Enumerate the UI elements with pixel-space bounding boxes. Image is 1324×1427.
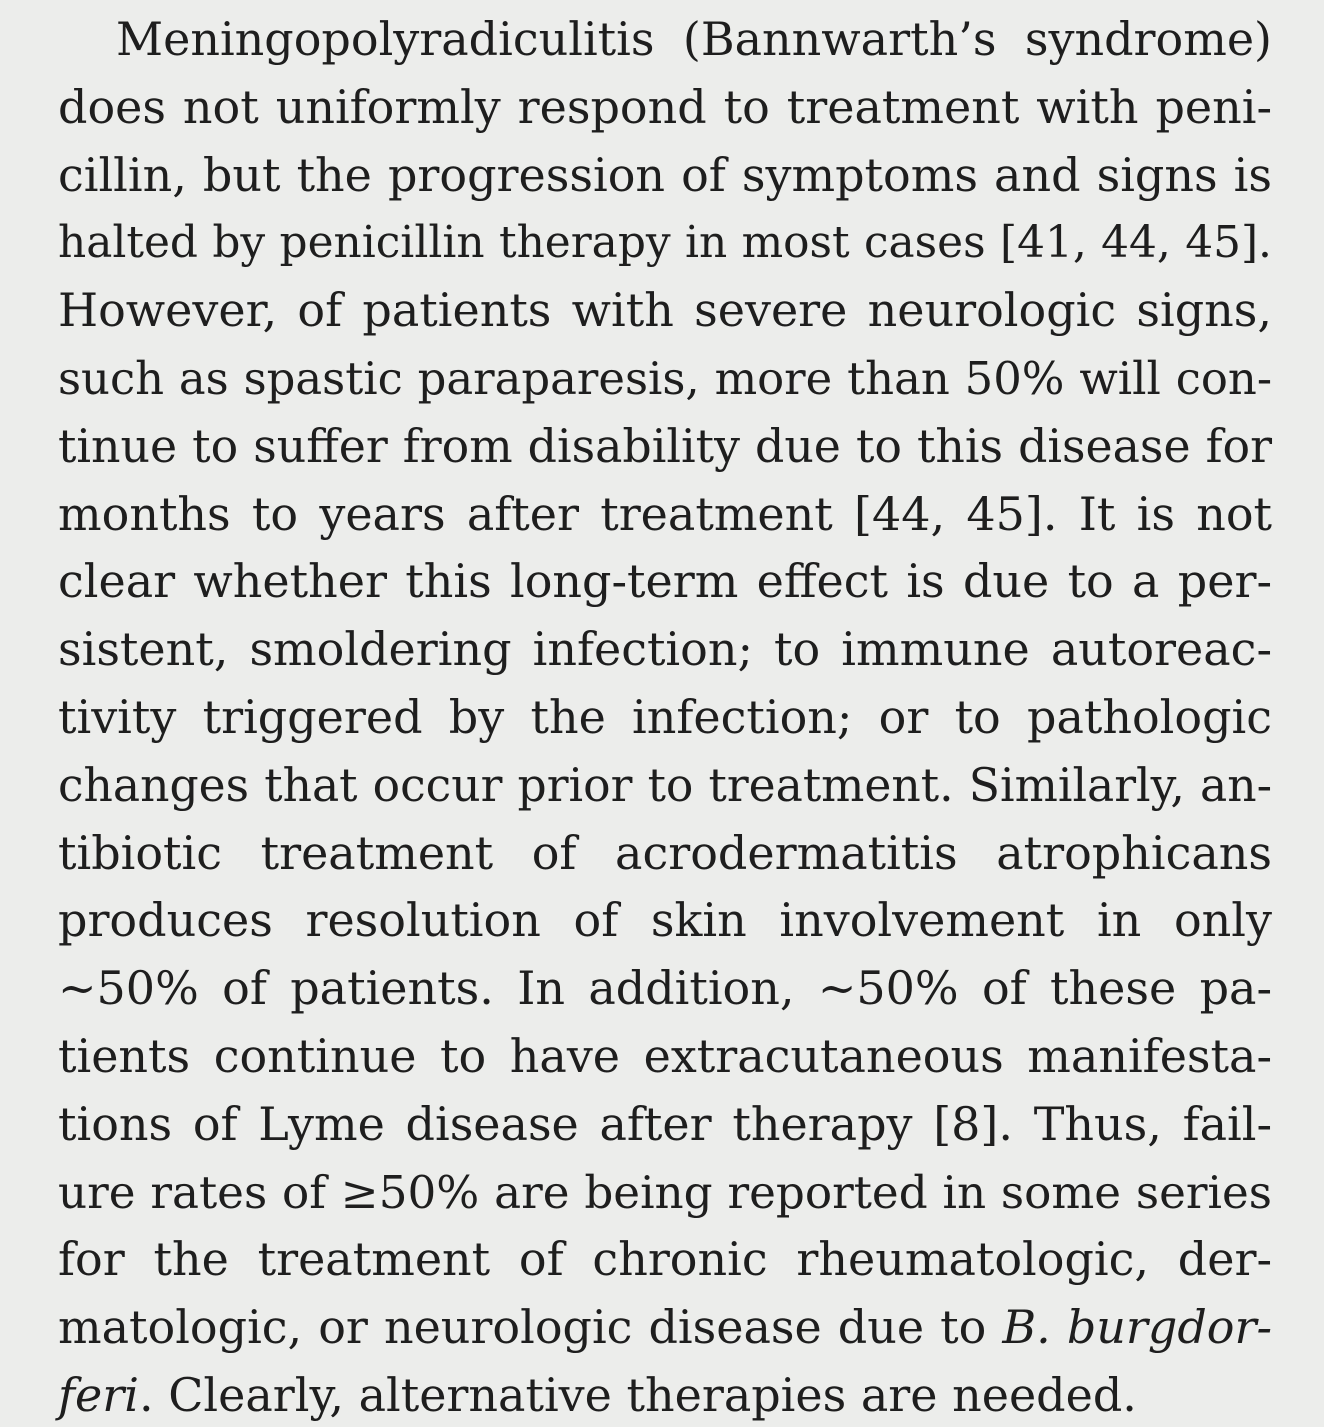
text-line-7: tinue to suffer from disability due to this disease for	[58, 418, 1272, 473]
text-line-10: sistent, smoldering infection; to immune autoreac-	[58, 622, 1272, 677]
text-line-14: produces resolution of skin involvement in only	[58, 893, 1272, 948]
text-line-6: such as spastic paraparesis, more than 50% will con-	[58, 351, 1272, 405]
text-line-15: ~50% of patients. In addition, ~50% of these pa-	[58, 961, 1272, 1016]
species-name-italic-part1: B. burgdor-	[1002, 1300, 1272, 1355]
text-line-18: ure rates of ≥50% are being reported in some series	[58, 1165, 1272, 1219]
text-line-4: halted by penicillin therapy in most cases [41, 44, 45].	[58, 217, 1272, 269]
text-line-16: tients continue to have extracutaneous manifesta-	[58, 1028, 1272, 1083]
text-line-8: months to years after treatment [44, 45]. It is not	[58, 486, 1272, 541]
text-line-3: cillin, but the progression of symptoms and signs is	[58, 147, 1272, 202]
text-line-12: changes that occur prior to treatment. Similarly, an-	[58, 758, 1272, 812]
text-line-20-roman: matologic, or neurologic disease due to	[58, 1300, 1003, 1355]
text-line-2: does not uniformly respond to treatment with peni-	[58, 79, 1272, 134]
text-line-1: Meningopolyradiculitis (Bannwarth’s syndrome)	[116, 12, 1272, 66]
text-line-11: tivity triggered by the infection; or to pathologic	[58, 689, 1272, 744]
text-column	[58, 6, 1272, 1427]
text-line-21-roman: . Clearly, alternative therapies are needed.	[138, 1367, 1137, 1422]
text-line-20	[58, 1294, 1272, 1362]
text-line-9: clear whether this long-term effect is due to a per-	[58, 554, 1272, 609]
text-line-19: for the treatment of chronic rheumatologic, der-	[58, 1232, 1272, 1287]
text-line-13: tibiotic treatment of acrodermatitis atrophicans	[58, 825, 1272, 880]
text-line-5: However, of patients with severe neurologic signs,	[58, 283, 1272, 338]
species-name-italic-part2: feri	[58, 1367, 139, 1422]
text-line-17: tions of Lyme disease after therapy [8]. Thus, fail-	[58, 1096, 1272, 1151]
text-line-21	[58, 1362, 1272, 1427]
